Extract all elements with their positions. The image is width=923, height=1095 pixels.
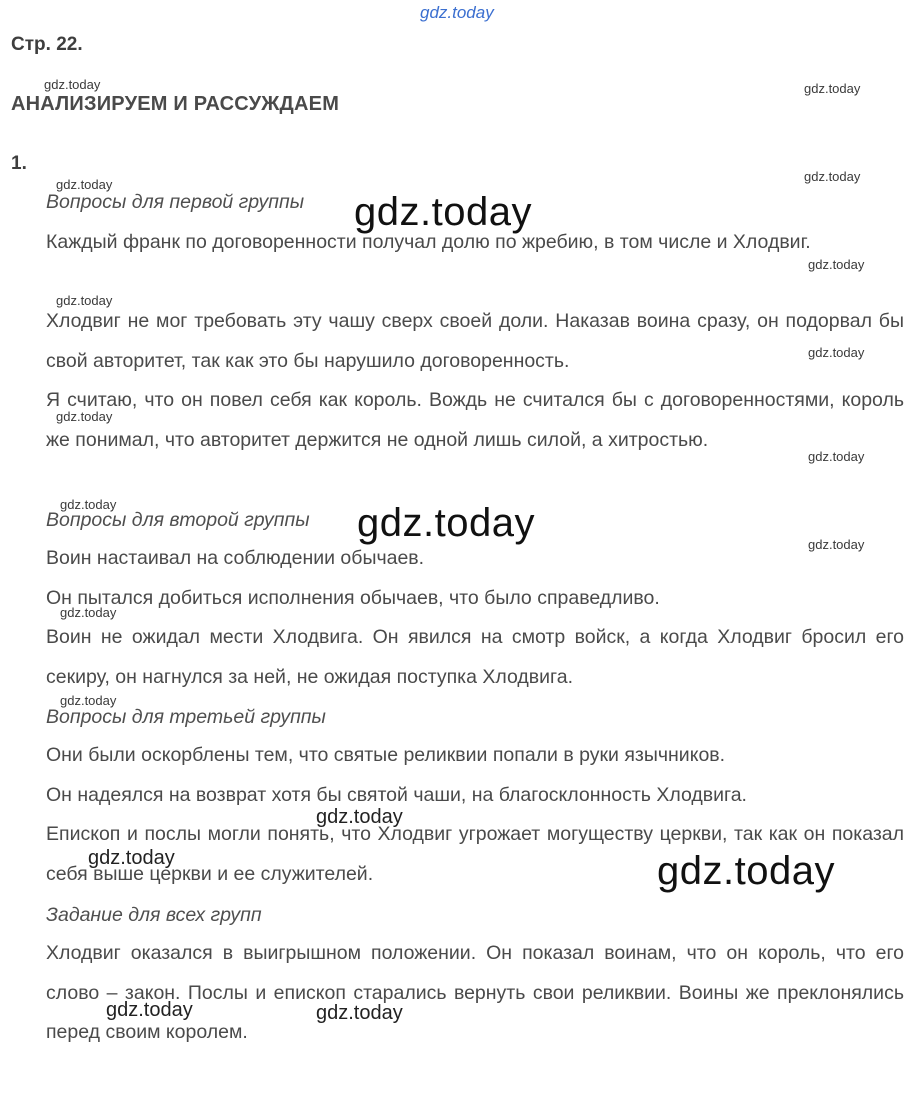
watermark: gdz.today bbox=[657, 849, 835, 893]
watermark: gdz.today bbox=[316, 806, 403, 828]
watermark: gdz.today bbox=[106, 999, 193, 1021]
watermark: gdz.today bbox=[44, 77, 101, 92]
watermark: gdz.today bbox=[60, 605, 117, 620]
watermark: gdz.today bbox=[56, 293, 113, 308]
group-heading-third: Вопросы для третьей группы bbox=[46, 706, 326, 728]
watermark: gdz.today bbox=[357, 501, 535, 545]
answer-paragraph: Они были оскорблены тем, что святые реликвии попали в руки язычников. bbox=[46, 744, 726, 766]
answer-paragraph: Я считаю, что он повел себя как король. Вождь не считался бы с договоренностями, король же понимал, что авторитет держится не одной лишь силой, а хитростью. bbox=[46, 389, 904, 451]
watermark: gdz.today bbox=[60, 693, 117, 708]
group-heading-second: Вопросы для второй группы bbox=[46, 509, 310, 531]
task-number: 1. bbox=[11, 153, 27, 174]
answer-paragraph: Он надеялся на возврат хотя бы святой чаши, на благосклонность Хлодвига. bbox=[46, 784, 747, 806]
section-title: АНАЛИЗИРУЕМ И РАССУЖДАЕМ bbox=[11, 93, 340, 115]
watermark: gdz.today bbox=[808, 449, 865, 464]
group-heading-all: Задание для всех групп bbox=[46, 904, 262, 926]
answer-paragraph: Воин не ожидал мести Хлодвига. Он явился на смотр войск, а когда Хлодвиг бросил его секиру, он нагнулся за ней, не ожидая поступка Хлодвига. bbox=[46, 626, 904, 688]
watermark: gdz.today bbox=[420, 3, 494, 22]
answer-paragraph: Каждый франк по договоренности получал долю по жребию, в том числе и Хлодвиг. bbox=[46, 231, 811, 253]
watermark: gdz.today bbox=[60, 497, 117, 512]
watermark: gdz.today bbox=[808, 345, 865, 360]
watermark: gdz.today bbox=[316, 1002, 403, 1024]
watermark: gdz.today bbox=[88, 847, 175, 869]
watermark: gdz.today bbox=[354, 190, 532, 234]
answer-paragraph: Епископ и послы могли понять, что Хлодвиг угрожает могуществу церкви, так как он показал себя выше церкви и ее служителей. bbox=[46, 823, 904, 885]
answer-paragraph: Хлодвиг не мог требовать эту чашу сверх своей доли. Наказав воина сразу, он подорвал бы свой авторитет, так как это бы нарушило договоренность. bbox=[46, 310, 904, 372]
watermark: gdz.today bbox=[808, 257, 865, 272]
page-number: Стр. 22. bbox=[11, 34, 83, 55]
watermark: gdz.today bbox=[56, 177, 113, 192]
watermark: gdz.today bbox=[804, 81, 861, 96]
watermark: gdz.today bbox=[804, 169, 861, 184]
answer-paragraph: Хлодвиг оказался в выигрышном положении. Он показал воинам, что он король, что его слово – закон. Послы и епископ старались вернуть свои реликвии. Воины же преклонялись перед своим королем. bbox=[46, 942, 904, 1043]
answer-paragraph: Он пытался добиться исполнения обычаев, что было справедливо. bbox=[46, 587, 660, 609]
answer-paragraph: Воин настаивал на соблюдении обычаев. bbox=[46, 547, 425, 569]
watermark: gdz.today bbox=[808, 537, 865, 552]
group-heading-first: Вопросы для первой группы bbox=[46, 191, 305, 213]
watermark: gdz.today bbox=[56, 409, 113, 424]
